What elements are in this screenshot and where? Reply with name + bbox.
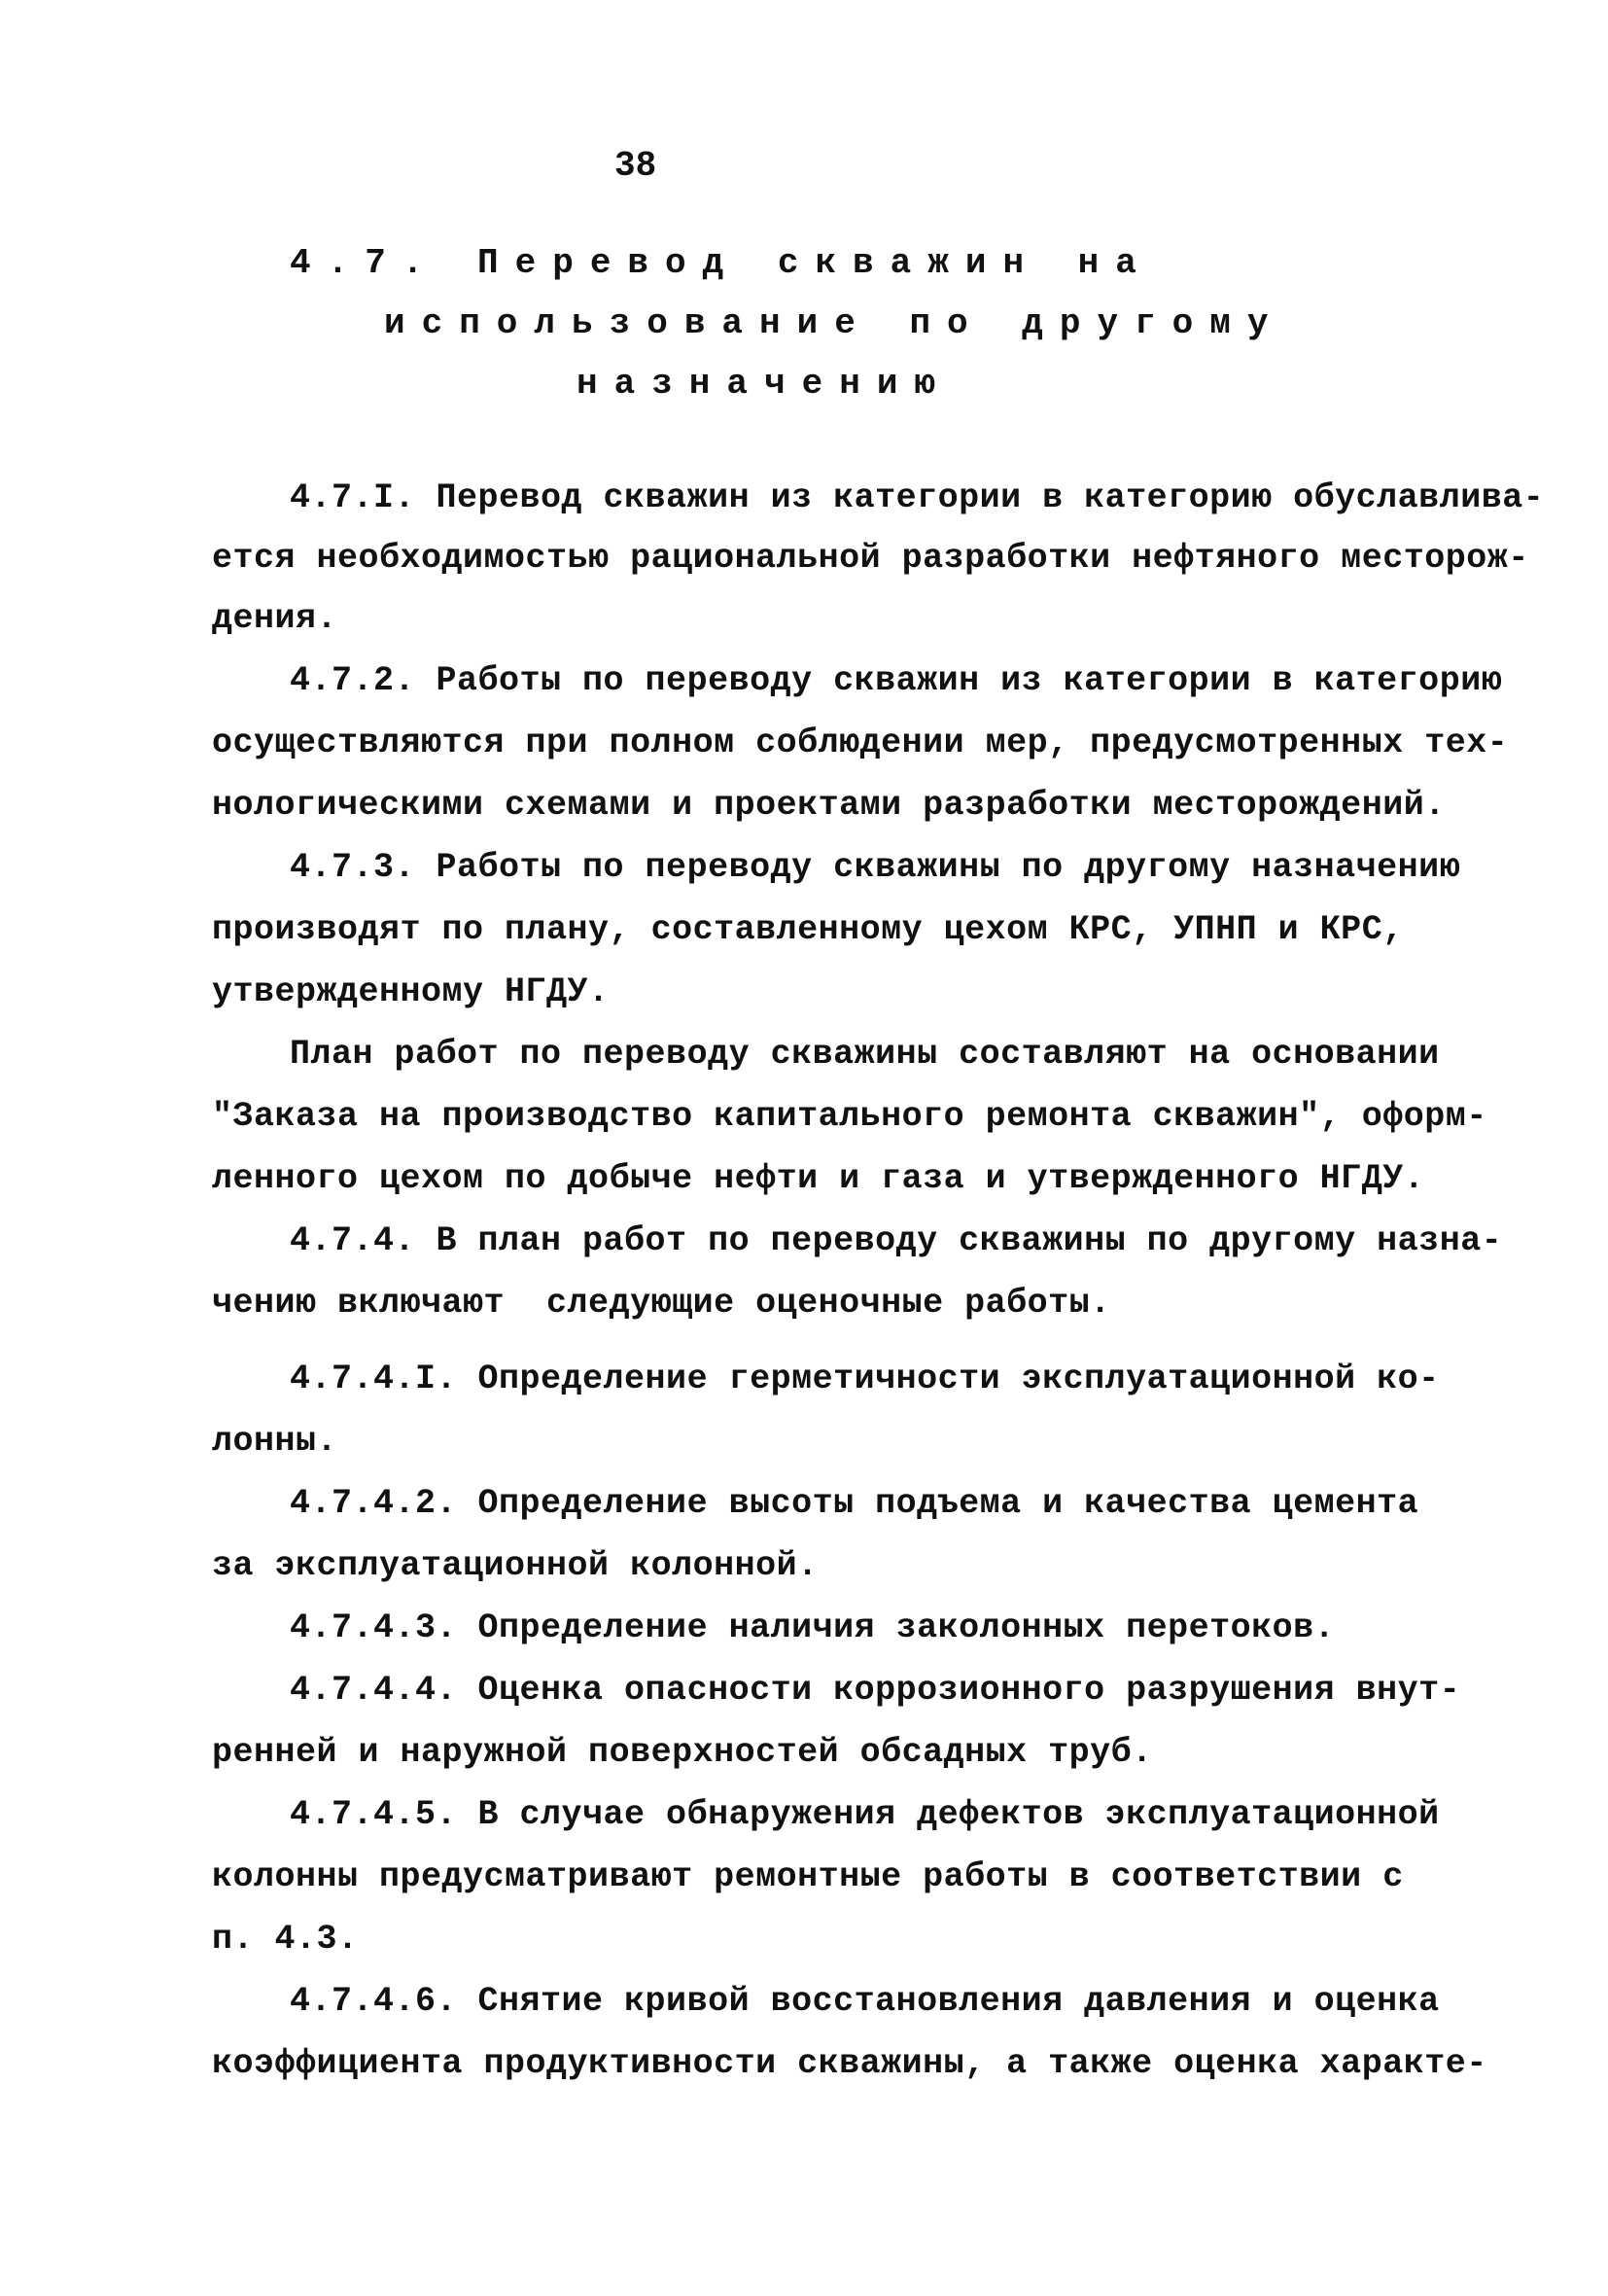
- text-line: коэффициента продуктивности скважины, а также оценка характе-: [212, 2044, 1487, 2083]
- text-line: 4.7.4.3. Определение наличия заколонных перетоков.: [290, 1608, 1336, 1647]
- text-line: 4.7.4. В план работ по переводу скважины по другому назна-: [290, 1221, 1503, 1260]
- text-line: лонны.: [212, 1422, 338, 1461]
- text-line: 4.7.3. Работы по переводу скважины по другому назначению: [290, 848, 1461, 887]
- text-line: нологическими схемами и проектами разработки месторождений.: [212, 786, 1446, 825]
- section-heading-line-2: использование по другому: [384, 303, 1285, 343]
- text-line: План работ по переводу скважины составляют на основании: [290, 1035, 1440, 1074]
- text-line: ренней и наружной поверхностей обсадных труб.: [212, 1733, 1153, 1772]
- text-line: дения.: [212, 599, 338, 638]
- text-line: чению включают следующие оценочные работы.: [212, 1284, 1111, 1323]
- text-line: "Заказа на производство капитального ремонта скважин", оформ-: [212, 1097, 1487, 1136]
- text-line: колонны предусматривают ремонтные работы в соответствии с: [212, 1857, 1404, 1896]
- text-line: ленного цехом по добыче нефти и газа и утвержденного НГДУ.: [212, 1159, 1425, 1198]
- text-line: производят по плану, составленному цехом КРС, УПНП и КРС,: [212, 910, 1404, 949]
- text-line: утвержденному НГДУ.: [212, 972, 610, 1011]
- text-line: 4.7.2. Работы по переводу скважин из категории в категорию: [290, 661, 1503, 700]
- text-line: ется необходимостью рациональной разработки нефтяного месторож-: [212, 539, 1529, 578]
- section-heading-line-3: назначению: [577, 364, 953, 404]
- text-line: 4.7.4.6. Снятие кривой восстановления давления и оценка: [290, 1982, 1440, 2021]
- section-heading-line-1: 4.7. Перевод скважин на: [290, 243, 1153, 283]
- page-number: 38: [614, 146, 657, 186]
- text-line: осуществляются при полном соблюдении мер, предусмотренных тех-: [212, 724, 1509, 762]
- text-line: за эксплуатационной колонной.: [212, 1546, 819, 1585]
- text-line: 4.7.I. Перевод скважин из категории в категорию обуславлива-: [290, 478, 1545, 517]
- text-line: п. 4.3.: [212, 1920, 359, 1959]
- text-line: 4.7.4.4. Оценка опасности коррозионного разрушения внут-: [290, 1671, 1461, 1710]
- text-line: 4.7.4.5. В случае обнаружения дефектов эксплуатационной: [290, 1795, 1440, 1834]
- text-line: 4.7.4.2. Определение высоты подъема и качества цемента: [290, 1484, 1419, 1523]
- text-line: 4.7.4.I. Определение герметичности эксплуатационной ко-: [290, 1360, 1440, 1398]
